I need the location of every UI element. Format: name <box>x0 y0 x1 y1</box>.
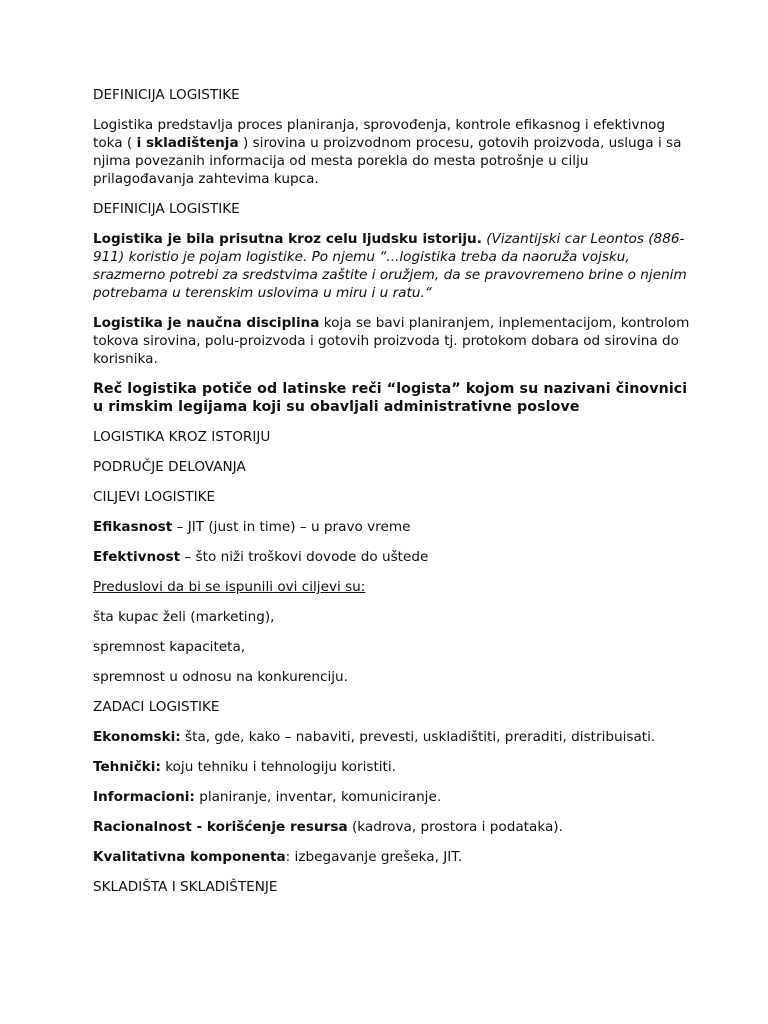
paragraph-kvalitativna-komponenta <box>93 848 693 866</box>
paragraph-istorija <box>93 230 693 302</box>
heading-ciljevi-logistike: CILJEVI LOGISTIKE <box>93 489 216 505</box>
heading-logistika-kroz-istoriju: LOGISTIKA KROZ ISTORIJU <box>93 429 271 445</box>
text-run: : izbegavanje grešeka, JIT. <box>285 849 463 865</box>
bold-run: Racionalnost - korišćenje resursa <box>93 819 348 835</box>
text-run: Logistika predstavlja proces planiranja, sprovođenja, kontrole efikasnog i efektivnog toka ( <box>93 117 666 151</box>
underlined-run: Preduslovi da bi se ispunili ovi ciljevi su: <box>93 579 366 595</box>
paragraph-ekonomski <box>93 728 693 746</box>
text-run: – JIT (just in time) – u pravo vreme <box>172 519 411 535</box>
bold-run: Ekonomski: <box>93 729 181 745</box>
heading-podrucje-delovanja: PODRUČJE DELOVANJA <box>93 459 246 475</box>
bold-run: Informacioni: <box>93 789 195 805</box>
paragraph-definicija <box>93 116 693 188</box>
paragraph-efektivnost <box>93 548 693 566</box>
bold-run: Reč logistika potiče od latinske reči “logista” kojom su nazivani činovnici u rimskim legijama koji su obavljali administrativne poslove <box>93 381 688 415</box>
heading-skladista: SKLADIŠTA I SKLADIŠTENJE <box>93 879 278 895</box>
bold-run: Logistika je bila prisutna kroz celu ljudsku istoriju. <box>93 231 482 247</box>
document-body <box>93 86 693 896</box>
paragraph-tehnicki <box>93 758 693 776</box>
text-run: koju tehniku i tehnologiju koristiti. <box>160 759 396 775</box>
list-item-konkurencija: spremnost u odnosu na konkurenciju. <box>93 669 348 685</box>
text-run: planiranje, inventar, komuniciranje. <box>194 789 442 805</box>
heading-zadaci-logistike: ZADACI LOGISTIKE <box>93 699 220 715</box>
paragraph-efikasnost <box>93 518 693 536</box>
bold-run: Efektivnost <box>93 549 181 565</box>
heading-definicija-1: DEFINICIJA LOGISTIKE <box>93 87 240 103</box>
bold-run: Tehnički: <box>93 759 161 775</box>
paragraph-racionalnost <box>93 818 693 836</box>
paragraph-preduslovi <box>93 578 693 596</box>
text-run: koja se bavi planiranjem, inplementacijom, kontrolom tokova sirovina, polu-proizvoda i gotovih proizvoda tj. protokom dobara od sirovina do korisnika. <box>93 315 690 367</box>
bold-run: i skladištenja <box>136 135 239 151</box>
paragraph-informacioni <box>93 788 693 806</box>
italic-run: (Vizantijski car Leontos (886-911) koristio je pojam logistike. Po njemu “...logistika treba da naoruža vojsku, srazmerno potrebi za sredstvima zaštite i oružjem, da se pravovremeno brine o njenim potrebama u terenskim uslovima u miru i u ratu.“ <box>93 231 687 301</box>
list-item-marketing: šta kupac želi (marketing), <box>93 609 275 625</box>
list-item-kapaciteti: spremnost kapaciteta, <box>93 639 246 655</box>
bold-run: Kvalitativna komponenta <box>93 849 286 865</box>
heading-definicija-2: DEFINICIJA LOGISTIKE <box>93 201 240 217</box>
paragraph-rec-logistika <box>93 380 693 416</box>
text-run: – što niži troškovi dovode do uštede <box>180 549 429 565</box>
bold-run: Efikasnost <box>93 519 173 535</box>
text-run: ) sirovina u proizvodnom procesu, gotovih proizvoda, usluga i sa njima povezanih informacija od mesta porekla do mesta potrošnje u cilju prilagođavanja zahtevima kupca. <box>93 135 682 187</box>
text-run: šta, gde, kako – nabaviti, prevesti, uskladištiti, preraditi, distribuisati. <box>180 729 656 745</box>
bold-run: Logistika je naučna disciplina <box>93 315 320 331</box>
paragraph-naucna-disciplina <box>93 314 693 368</box>
text-run: (kadrova, prostora i podataka). <box>347 819 563 835</box>
